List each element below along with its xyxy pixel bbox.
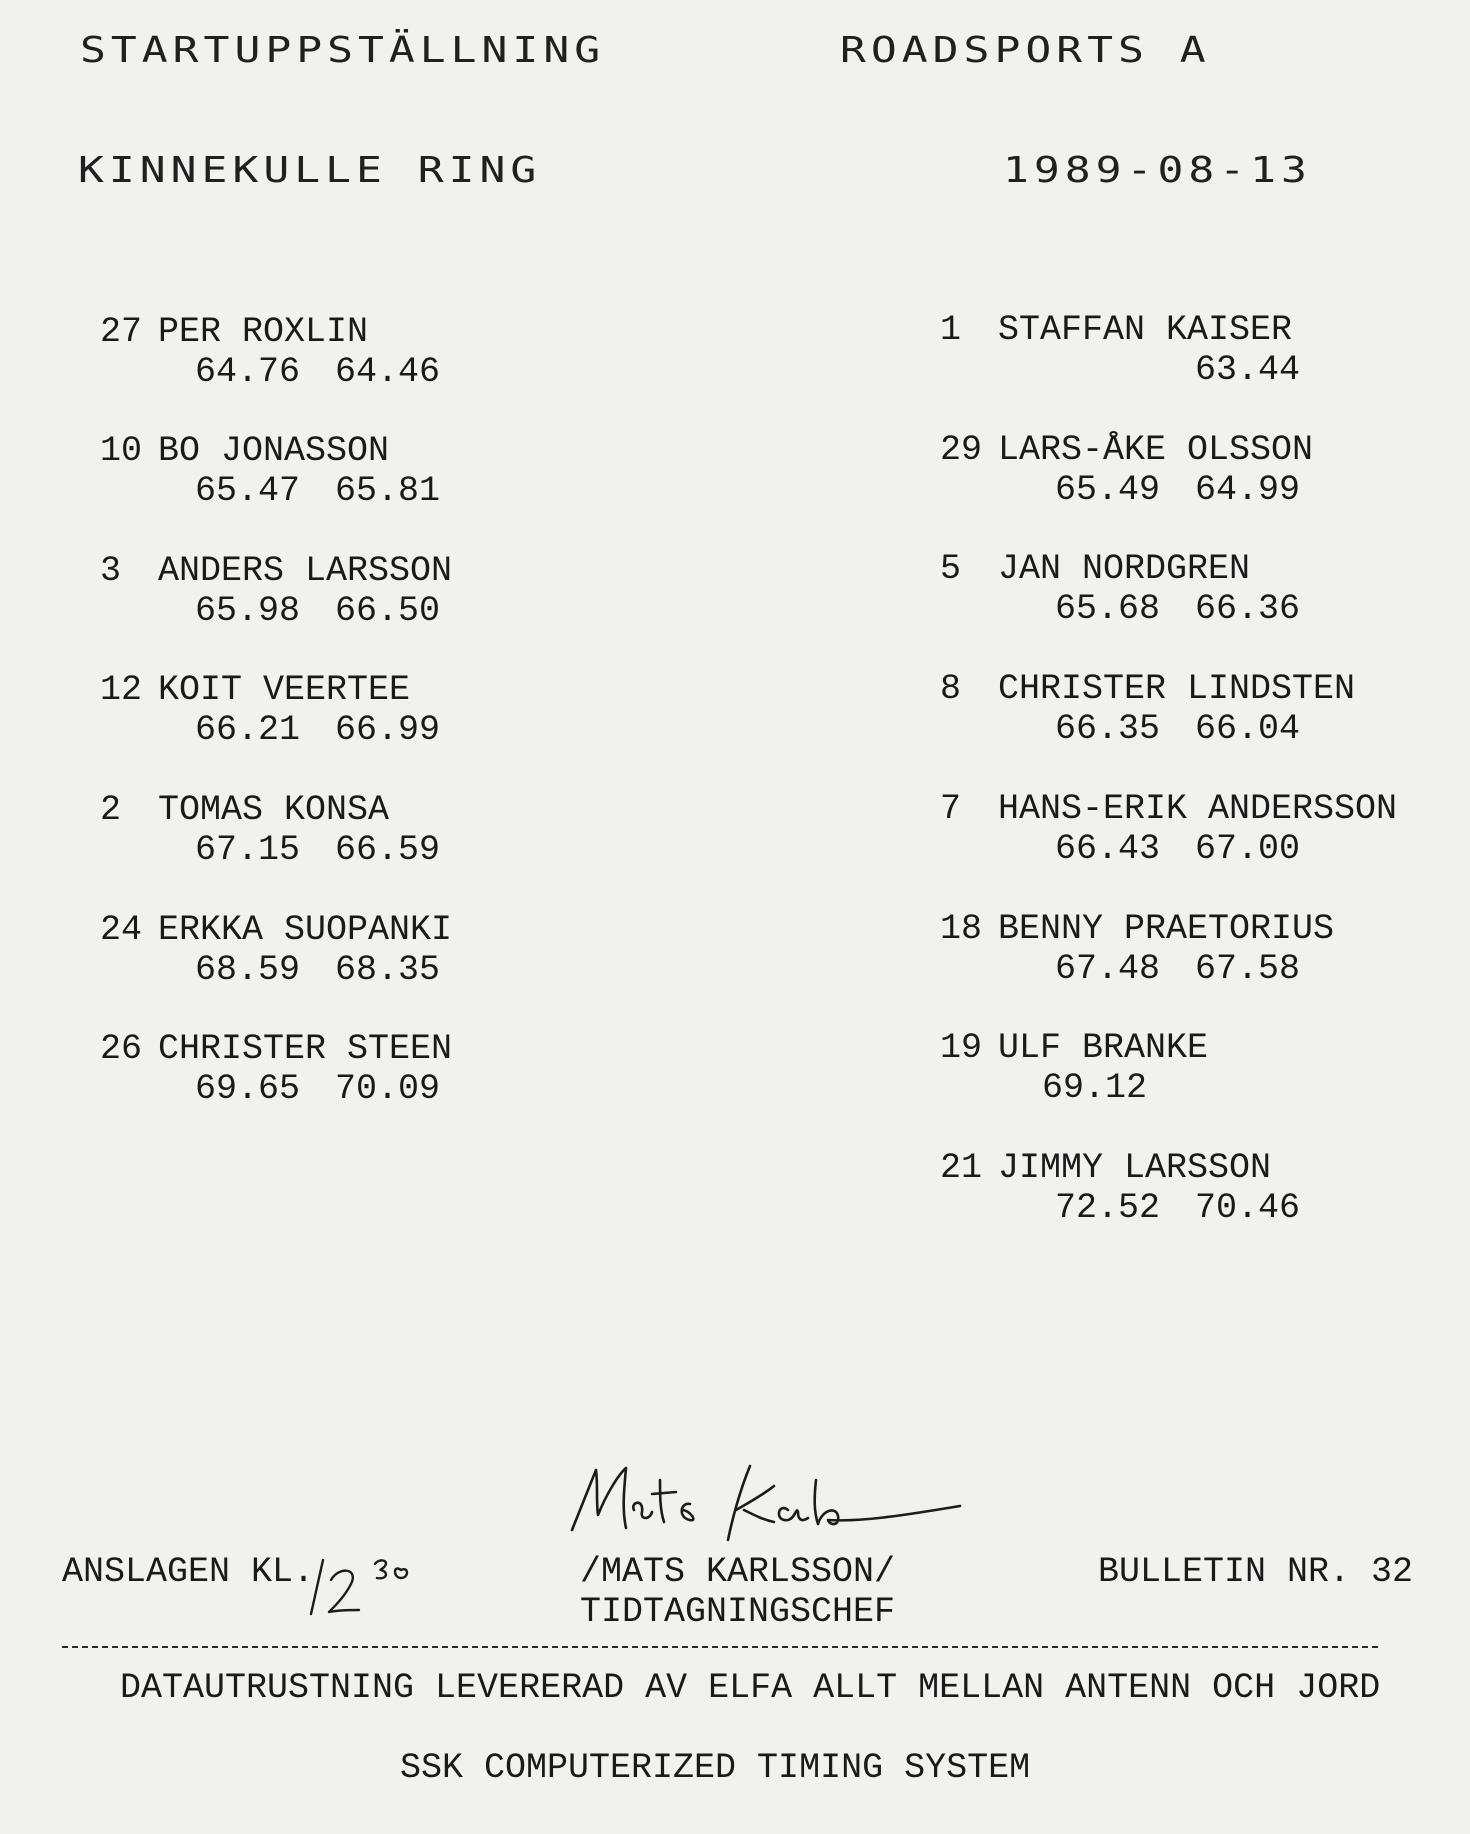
official-name: /MATS KARLSSON/ [580, 1552, 896, 1592]
driver-name: CHRISTER STEEN [158, 1029, 453, 1069]
lap-time: 72.52 [1054, 1188, 1160, 1228]
lap-time: 64.99 [1194, 470, 1300, 510]
car-number: 3 [100, 551, 122, 591]
lap-time: 66.43 [1054, 829, 1160, 869]
lap-time [1020, 350, 1160, 390]
car-number: 24 [100, 910, 143, 950]
driver-name: PER ROXLIN [158, 312, 369, 352]
venue: KINNEKULLE RING [78, 150, 542, 191]
lap-time: 65.47 [194, 471, 300, 511]
lap-time: 66.21 [194, 710, 300, 750]
lap-time: 69.65 [194, 1069, 300, 1109]
driver-name: CHRISTER LINDSTEN [998, 669, 1356, 709]
grid-entry [940, 549, 1470, 629]
car-number: 29 [940, 430, 983, 470]
driver-name: ERKKA SUOPANKI [158, 910, 453, 950]
sponsor-line: DATAUTRUSTNING LEVERERAD AV ELFA ALLT MELLAN ANTENN OCH JORD [120, 1668, 1381, 1708]
lap-time: 64.46 [334, 352, 440, 392]
car-number: 1 [940, 310, 962, 350]
grid-entry [100, 431, 660, 511]
grid-entry [100, 790, 660, 870]
system-line: SSK COMPUTERIZED TIMING SYSTEM [400, 1748, 1031, 1788]
driver-name: KOIT VEERTEE [158, 670, 411, 710]
lap-time: 65.98 [194, 591, 300, 631]
race-date: 1989-08-13 [1003, 150, 1312, 191]
bulletin-number: BULLETIN NR. 32 [1098, 1552, 1414, 1592]
car-number: 2 [100, 790, 122, 830]
car-number: 7 [940, 789, 962, 829]
posted-time-handwritten [305, 1550, 435, 1620]
car-number: 26 [100, 1029, 143, 1069]
grid-entry [100, 312, 660, 392]
grid-entry [940, 669, 1470, 749]
lap-time: 68.35 [334, 950, 440, 990]
driver-name: ANDERS LARSSON [158, 551, 453, 591]
grid-entry [100, 551, 660, 631]
lap-time: 67.48 [1054, 949, 1160, 989]
driver-name: BO JONASSON [158, 431, 390, 471]
grid-entry [940, 430, 1470, 510]
driver-name: STAFFAN KAISER [998, 310, 1293, 350]
driver-name: JAN NORDGREN [998, 549, 1251, 589]
grid-entry [940, 789, 1470, 869]
driver-name: BENNY PRAETORIUS [998, 909, 1335, 949]
official-title: TIDTAGNINGSCHEF [580, 1592, 896, 1632]
car-number: 12 [100, 670, 143, 710]
driver-name: TOMAS KONSA [158, 790, 390, 830]
car-number: 5 [940, 549, 962, 589]
signature-image [560, 1440, 980, 1550]
car-number: 10 [100, 431, 143, 471]
grid-entry [940, 310, 1470, 390]
driver-name: HANS-ERIK ANDERSSON [998, 789, 1398, 829]
car-number: 18 [940, 909, 983, 949]
divider-line [62, 1646, 1378, 1648]
doc-title: STARTUPPSTÄLLNING [80, 30, 606, 71]
lap-time: 66.36 [1194, 589, 1300, 629]
lap-time: 68.59 [194, 950, 300, 990]
lap-time: 70.46 [1194, 1188, 1300, 1228]
car-number: 27 [100, 312, 143, 352]
lap-time: 69.12 [1042, 1068, 1148, 1108]
driver-name: LARS-ÅKE OLSSON [998, 430, 1314, 470]
lap-time: 67.15 [194, 830, 300, 870]
lap-time: 66.59 [334, 830, 440, 870]
lap-time: 66.04 [1194, 709, 1300, 749]
car-number: 21 [940, 1148, 983, 1188]
car-number: 19 [940, 1028, 983, 1068]
driver-name: ULF BRANKE [998, 1028, 1209, 1068]
grid-entry [940, 1028, 1470, 1108]
lap-time: 67.58 [1194, 949, 1300, 989]
lap-time: 63.44 [1194, 350, 1300, 390]
lap-time: 65.68 [1054, 589, 1160, 629]
posted-label: ANSLAGEN KL. [62, 1552, 315, 1592]
lap-time: 67.00 [1194, 829, 1300, 869]
grid-entry [100, 1029, 660, 1109]
grid-entry [100, 910, 660, 990]
lap-time: 65.81 [334, 471, 440, 511]
lap-time: 66.99 [334, 710, 440, 750]
lap-time: 64.76 [194, 352, 300, 392]
lap-time: 65.49 [1054, 470, 1160, 510]
grid-entry [940, 1148, 1470, 1228]
driver-name: JIMMY LARSSON [998, 1148, 1272, 1188]
lap-time: 70.09 [334, 1069, 440, 1109]
grid-entry [940, 909, 1470, 989]
grid-entry [100, 670, 660, 750]
lap-time: 66.50 [334, 591, 440, 631]
car-number: 8 [940, 669, 962, 709]
race-class: ROADSPORTS A [840, 30, 1211, 71]
lap-time: 66.35 [1054, 709, 1160, 749]
